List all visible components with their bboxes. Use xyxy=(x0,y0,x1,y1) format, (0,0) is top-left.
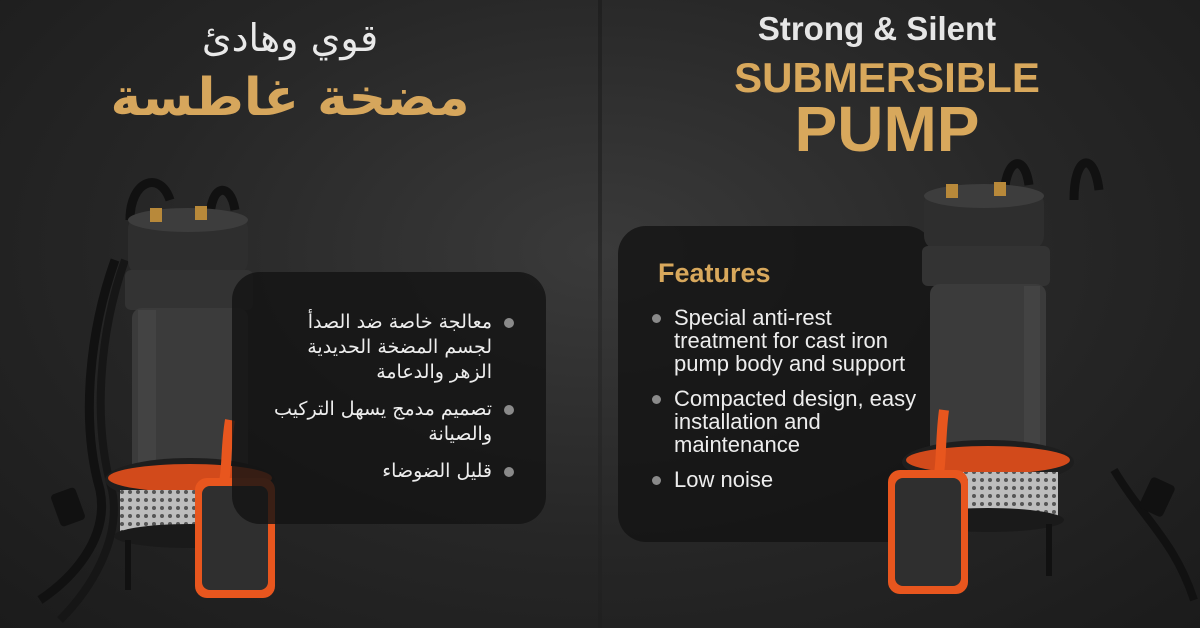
arabic-title: مضخة غاطسة xyxy=(110,68,470,128)
arabic-features-card xyxy=(232,272,546,524)
english-title-line1: SUBMERSIBLE xyxy=(734,54,1040,101)
bullet-icon xyxy=(652,476,661,485)
arabic-panel xyxy=(0,0,598,628)
arabic-subtitle: قوي وهادئ xyxy=(201,16,379,60)
english-title-line2: PUMP xyxy=(794,93,980,165)
list-item xyxy=(268,310,518,385)
english-panel xyxy=(602,0,1200,628)
feature-text: تصميم مدمج يسهل التركيب والصيانة xyxy=(274,398,492,445)
feature-text: Special anti-rest treatment for cast iron pump body and support xyxy=(674,305,906,376)
arabic-features-list xyxy=(268,310,518,496)
feature-text: Compacted design, easy installation and maintenance xyxy=(674,386,917,457)
bullet-icon xyxy=(504,467,514,477)
submersible-pump-image xyxy=(874,140,1200,628)
bullet-icon xyxy=(504,318,514,328)
bullet-icon xyxy=(652,314,661,323)
feature-text: Low noise xyxy=(674,467,774,492)
list-item xyxy=(268,397,518,447)
bullet-icon xyxy=(652,395,661,404)
feature-text: معالجة خاصة ضد الصدأ لجسم المضخة الحديدية الزهر والدعامة xyxy=(307,311,492,383)
feature-text: قليل الضوضاء xyxy=(382,460,492,482)
bullet-icon xyxy=(504,405,514,415)
list-item xyxy=(268,459,518,484)
features-heading: Features xyxy=(658,258,771,288)
english-subtitle: Strong & Silent xyxy=(757,10,997,47)
